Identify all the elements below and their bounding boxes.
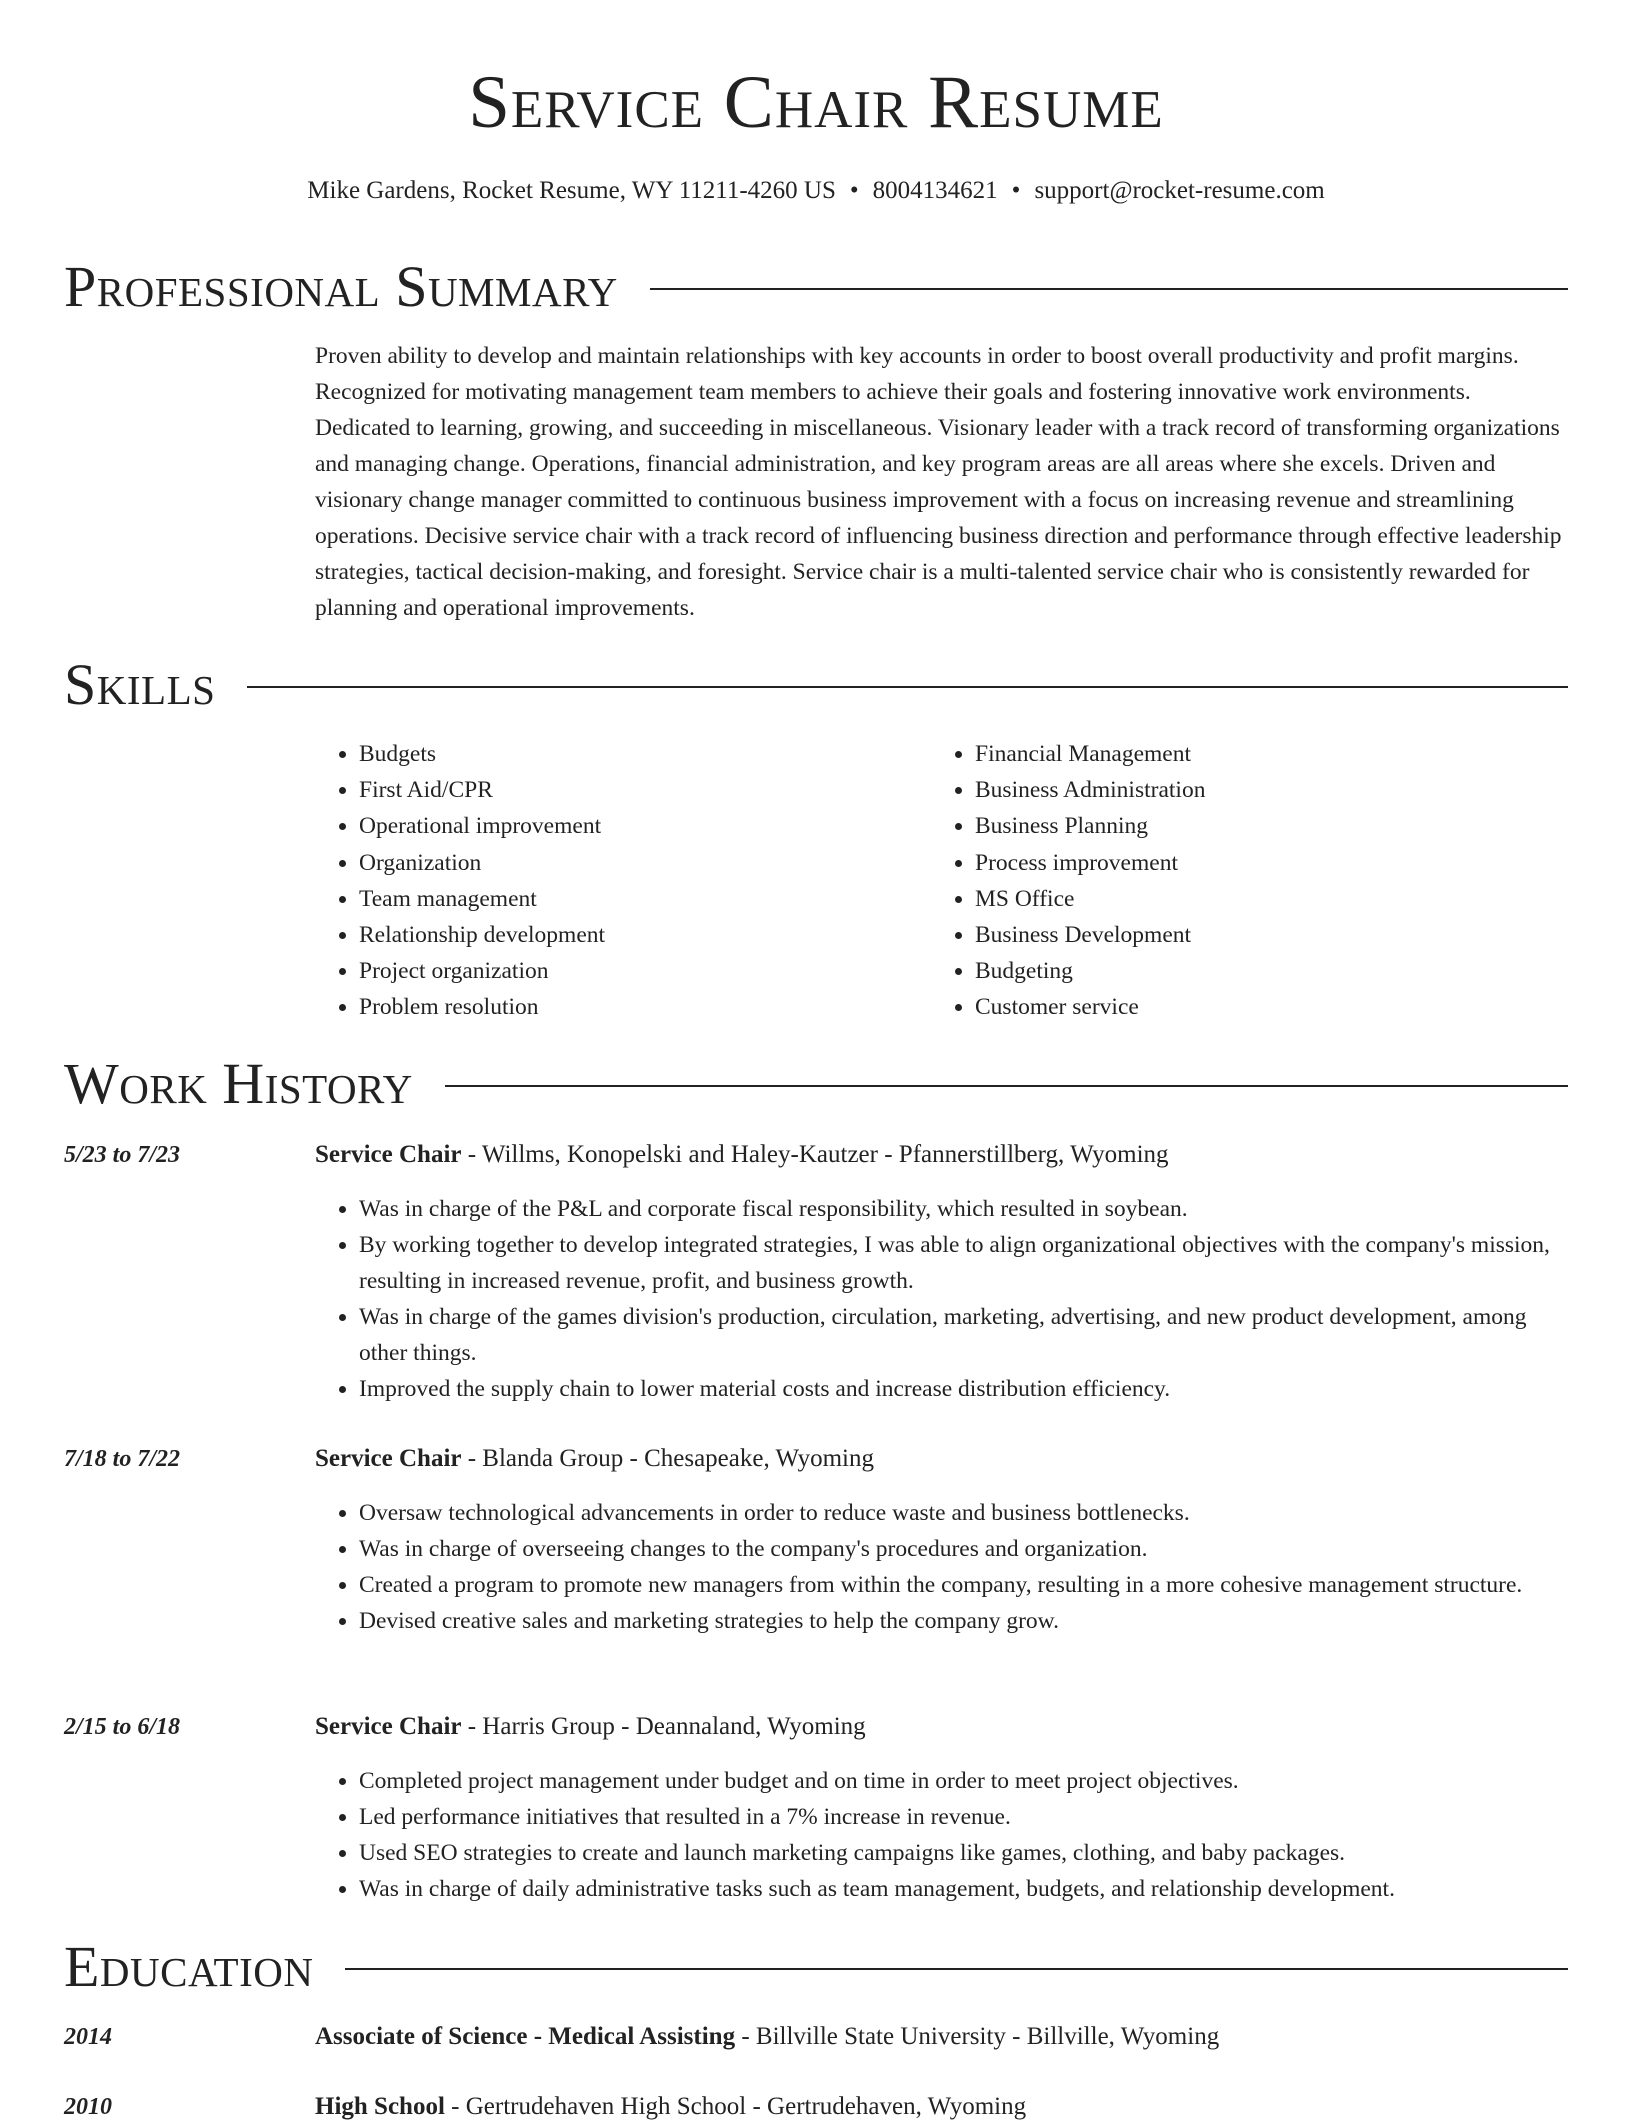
job-bullet: • Oversaw technological advancements in order to reduce waste and business bottlenecks. bbox=[359, 1495, 1570, 1531]
education-school: - Gertrudehaven High School - Gertrudehaven, Wyoming bbox=[444, 2093, 1027, 2120]
education-degree: High School bbox=[315, 2093, 445, 2120]
job-title: Service Chair bbox=[315, 1141, 462, 1168]
job-bullets bbox=[315, 1495, 1570, 1639]
skill-item: • Organization bbox=[359, 845, 931, 881]
contact-phone: 8004134621 bbox=[872, 177, 998, 204]
education-section-header bbox=[64, 1932, 1568, 2002]
skill-item: • Budgets bbox=[359, 736, 931, 772]
job-title: Service Chair bbox=[315, 1713, 462, 1740]
skill-item: • Business Administration bbox=[975, 772, 1205, 808]
skills-list bbox=[315, 736, 1570, 1026]
education-year: 2014 bbox=[64, 2024, 112, 2050]
skills-section-title: Skills bbox=[64, 652, 216, 717]
job-bullet: • Devised creative sales and marketing strategies to help the company grow. bbox=[359, 1603, 1570, 1639]
job-bullets bbox=[315, 1763, 1570, 1907]
skill-item: • Project organization bbox=[359, 953, 931, 989]
job-bullet: • Completed project management under budget and on time in order to meet project objectives. bbox=[359, 1763, 1570, 1799]
job-bullet: • Used SEO strategies to create and launch marketing campaigns like games, clothing, and baby packages. bbox=[359, 1835, 1570, 1871]
job-bullets bbox=[315, 1191, 1570, 1407]
skill-item: • Relationship development bbox=[359, 917, 931, 953]
skill-item: • Business Development bbox=[975, 917, 1205, 953]
job-bullet: • Was in charge of the P&L and corporate fiscal responsibility, which resulted in soybean. bbox=[359, 1191, 1570, 1227]
job-bullet: • Was in charge of the games division's production, circulation, marketing, advertising, and new product development, among other things. bbox=[359, 1299, 1570, 1371]
resume-title: Service Chair Resume bbox=[468, 61, 1164, 144]
work-section-title: Work History bbox=[64, 1051, 413, 1116]
job-heading bbox=[315, 1137, 1169, 1173]
job-employer: - Blanda Group - Chesapeake, Wyoming bbox=[461, 1445, 874, 1472]
section-divider bbox=[247, 686, 1568, 688]
contact-line bbox=[0, 174, 1632, 208]
job-employer: - Harris Group - Deannaland, Wyoming bbox=[461, 1713, 866, 1740]
contact-address: Mike Gardens, Rocket Resume, WY 11211-4260 US bbox=[307, 177, 836, 204]
job-bullet: • Was in charge of daily administrative tasks such as team management, budgets, and relationship development. bbox=[359, 1871, 1570, 1907]
education-year: 2010 bbox=[64, 2094, 112, 2120]
skill-item: • Team management bbox=[359, 881, 931, 917]
education-heading bbox=[315, 2089, 1026, 2125]
skill-item: • Process improvement bbox=[975, 845, 1205, 881]
education-section-title: Education bbox=[64, 1934, 314, 1999]
skill-item: • Operational improvement bbox=[359, 808, 931, 844]
job-bullet: • Led performance initiatives that resulted in a 7% increase in revenue. bbox=[359, 1799, 1570, 1835]
education-heading bbox=[315, 2019, 1219, 2055]
education-school: - Billville State University - Billville, Wyoming bbox=[735, 2023, 1220, 2050]
section-divider bbox=[650, 288, 1568, 290]
job-dates: 2/15 to 6/18 bbox=[64, 1714, 181, 1740]
summary-section-title: Professional Summary bbox=[64, 254, 618, 319]
skill-item: • Financial Management bbox=[975, 736, 1205, 772]
contact-separator: • bbox=[1011, 177, 1021, 204]
skill-item: • First Aid/CPR bbox=[359, 772, 931, 808]
job-employer: - Willms, Konopelski and Haley-Kautzer - Pfannerstillberg, Wyoming bbox=[461, 1141, 1169, 1168]
job-heading bbox=[315, 1709, 866, 1745]
skills-column-left bbox=[315, 736, 931, 1026]
job-bullet: • Was in charge of overseeing changes to the company's procedures and organization. bbox=[359, 1531, 1570, 1567]
work-section-header bbox=[64, 1049, 1568, 1119]
job-dates: 5/23 to 7/23 bbox=[64, 1142, 181, 1168]
contact-separator: • bbox=[849, 177, 859, 204]
skills-section-header bbox=[64, 650, 1568, 720]
job-title: Service Chair bbox=[315, 1445, 462, 1472]
contact-email: support@rocket-resume.com bbox=[1034, 177, 1325, 204]
job-bullet: • Created a program to promote new managers from within the company, resulting in a more cohesive management structure. bbox=[359, 1567, 1570, 1603]
skill-item: • Business Planning bbox=[975, 808, 1205, 844]
skill-item: • Problem resolution bbox=[359, 989, 931, 1025]
job-bullet: • Improved the supply chain to lower material costs and increase distribution efficiency. bbox=[359, 1371, 1570, 1407]
skill-item: • Budgeting bbox=[975, 953, 1205, 989]
job-dates: 7/18 to 7/22 bbox=[64, 1446, 181, 1472]
job-bullet: • By working together to develop integrated strategies, I was able to align organizational objectives with the company's mission, resulting in increased revenue, profit, and business growth. bbox=[359, 1227, 1570, 1299]
skill-item: • MS Office bbox=[975, 881, 1205, 917]
section-divider bbox=[345, 1968, 1568, 1970]
summary-text: Proven ability to develop and maintain relationships with key accounts in order to boost overall productivity and profit margins. Recognized for motivating management team members to achieve their goals and fostering innovative work environments. Dedicated to learning, growing, and succeeding in miscellaneous. Visionary leader with a track record of transforming organizations and managing change. Operations, financial administration, and key program areas are all areas where she excels. Driven and visionary change manager committed to continuous business improvement with a focus on increasing revenue and streamlining operations. Decisive service chair with a track record of influencing business direction and performance through effective leadership strategies, tactical decision-making, and foresight. Service chair is a multi-talented service chair who is consistently rewarded for planning and operational improvements. bbox=[315, 343, 1562, 621]
summary-section-header bbox=[64, 252, 1568, 322]
skills-column-right bbox=[931, 736, 1205, 1026]
section-divider bbox=[445, 1085, 1568, 1087]
job-heading bbox=[315, 1441, 874, 1477]
education-degree: Associate of Science - Medical Assisting bbox=[315, 2023, 736, 2050]
skill-item: • Customer service bbox=[975, 989, 1205, 1025]
